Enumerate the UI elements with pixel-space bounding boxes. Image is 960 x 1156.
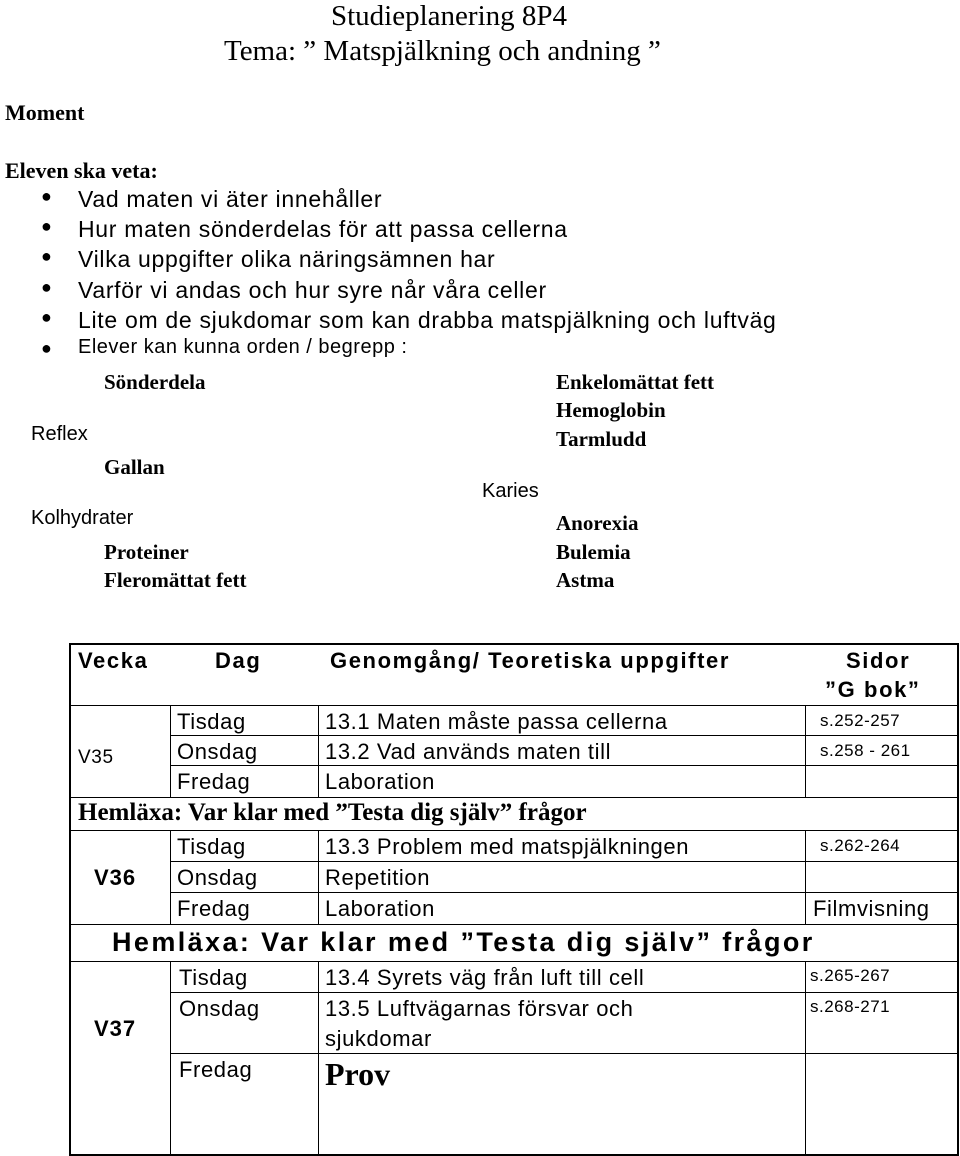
header-sidor-sub: ”G bok” — [825, 677, 921, 702]
row-divider — [69, 830, 959, 831]
topic-cell: 13.5 Luftvägarnas försvar och — [325, 996, 634, 1021]
row-divider — [69, 961, 959, 962]
table-border — [69, 643, 959, 645]
page-title: Studieplanering 8P4 — [331, 0, 568, 32]
day-cell: Tisdag — [177, 834, 246, 859]
week-label: V37 — [94, 1016, 137, 1041]
term: Proteiner — [104, 540, 189, 564]
header-vecka: Vecka — [78, 648, 149, 673]
header-sidor: Sidor — [846, 648, 911, 673]
col-divider — [170, 830, 171, 924]
col-divider — [318, 961, 319, 1156]
row-divider — [69, 924, 959, 925]
week-label: V35 — [78, 747, 114, 768]
topic-cell: Laboration — [325, 769, 435, 794]
header-dag: Dag — [215, 648, 262, 673]
topic-cell-line2: sjukdomar — [325, 1026, 432, 1051]
goal-item — [41, 307, 777, 334]
topic-cell: Prov — [325, 1056, 391, 1092]
term: Reflex — [31, 423, 88, 445]
day-cell: Fredag — [177, 896, 251, 921]
goal-item — [41, 246, 496, 273]
term: Hemoglobin — [556, 398, 666, 422]
term: Fleromättat fett — [104, 568, 247, 592]
day-cell: Onsdag — [179, 996, 260, 1021]
term: Sönderdela — [104, 370, 206, 394]
week-label: V36 — [94, 865, 137, 890]
day-cell: Tisdag — [179, 965, 248, 990]
term: Bulemia — [556, 540, 631, 564]
topic-cell: Repetition — [325, 865, 431, 890]
goal-text: Elever kan kunna orden / begrepp : — [78, 336, 408, 358]
topic-cell: 13.2 Vad används maten till — [325, 739, 612, 764]
moment-label: Moment — [5, 100, 85, 125]
term: Astma — [556, 568, 615, 592]
goal-text: Vad maten vi äter innehåller — [78, 186, 383, 212]
topic-cell: 13.3 Problem med matspjälkningen — [325, 834, 690, 859]
col-divider — [318, 830, 319, 924]
term: Tarmludd — [556, 427, 647, 451]
row-divider — [170, 892, 959, 893]
topic-cell: Laboration — [325, 896, 435, 921]
pages-cell: s.262-264 — [820, 836, 901, 855]
row-divider — [170, 765, 959, 766]
col-divider — [318, 705, 319, 797]
row-divider — [69, 797, 959, 798]
col-divider — [805, 705, 806, 797]
term: Enkelomättat fett — [556, 370, 715, 394]
bullet-icon: ● — [41, 246, 53, 266]
day-cell: Tisdag — [177, 709, 246, 734]
homework-row: Hemläxa: Var klar med ”Testa dig själv” frågor — [112, 927, 815, 957]
table-border — [69, 643, 71, 1156]
col-divider — [805, 830, 806, 924]
pages-cell: s.258 - 261 — [820, 741, 911, 760]
topic-cell: 13.4 Syrets väg från luft till cell — [325, 965, 645, 990]
bullet-icon: ● — [41, 307, 53, 327]
homework-row: Hemläxa: Var klar med ”Testa dig själv” frågor — [78, 799, 587, 826]
pages-cell: s.268-271 — [810, 997, 891, 1016]
pages-cell: s.252-257 — [820, 711, 901, 730]
col-divider — [170, 705, 171, 797]
goal-item — [41, 186, 383, 213]
goal-text: Hur maten sönderdelas för att passa cellerna — [78, 216, 568, 242]
bullet-icon: ● — [41, 186, 53, 206]
goal-text: Varför vi andas och hur syre når våra celler — [78, 277, 547, 303]
header-genomgang: Genomgång/ Teoretiska uppgifter — [330, 648, 731, 673]
col-divider — [170, 961, 171, 1156]
day-cell: Onsdag — [177, 739, 258, 764]
row-divider — [170, 992, 959, 993]
row-divider — [170, 861, 959, 862]
table-border — [957, 643, 959, 1156]
col-divider — [805, 961, 806, 1156]
theme-title: Tema: ” Matspjälkning och andning ” — [224, 35, 661, 67]
term: Karies — [482, 480, 539, 502]
goals-heading: Eleven ska veta: — [5, 158, 158, 183]
goal-text: Vilka uppgifter olika näringsämnen har — [78, 246, 496, 272]
term: Kolhydrater — [31, 507, 134, 529]
term: Gallan — [104, 455, 165, 479]
bullet-icon: ● — [41, 277, 53, 297]
pages-cell: Filmvisning — [813, 896, 930, 921]
day-cell: Onsdag — [177, 865, 258, 890]
row-divider — [69, 705, 959, 706]
bullet-icon: ● — [41, 338, 53, 358]
row-divider — [170, 1053, 959, 1054]
goal-item — [41, 216, 568, 243]
day-cell: Fredag — [177, 769, 251, 794]
row-divider — [170, 735, 959, 736]
topic-cell: 13.1 Maten måste passa cellerna — [325, 709, 668, 734]
pages-cell: s.265-267 — [810, 966, 891, 985]
day-cell: Fredag — [179, 1057, 253, 1082]
goal-text: Lite om de sjukdomar som kan drabba matspjälkning och luftväg — [78, 307, 777, 333]
goal-item — [41, 336, 408, 359]
term: Anorexia — [556, 511, 639, 535]
goal-item — [41, 277, 547, 304]
bullet-icon: ● — [41, 216, 53, 236]
